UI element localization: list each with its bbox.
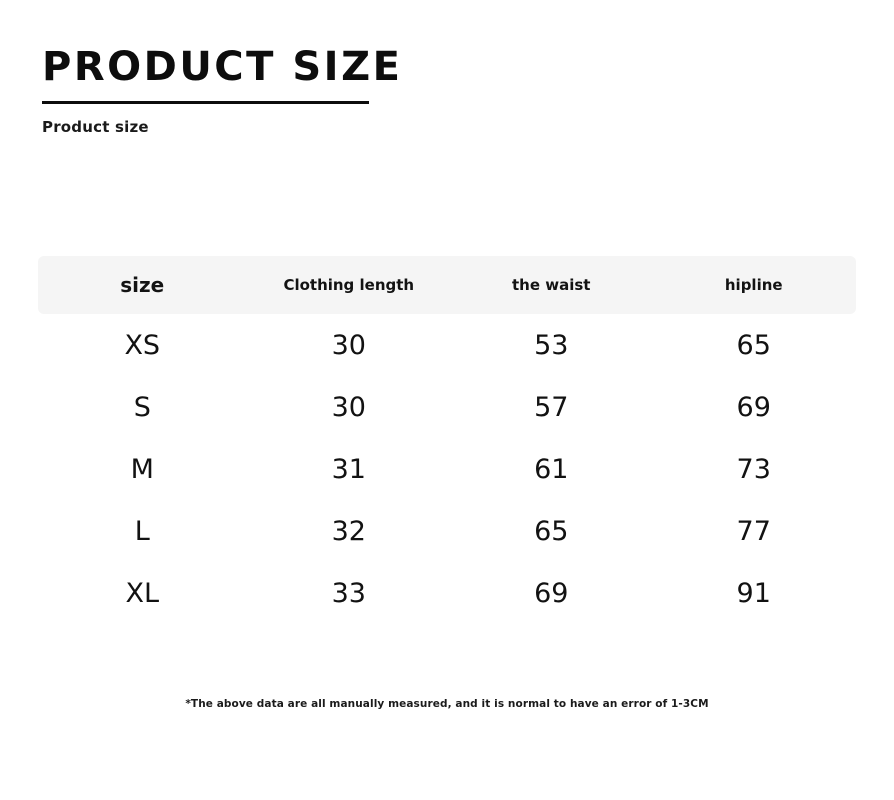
column-header-waist: the waist [451, 256, 651, 314]
header-block [42, 44, 462, 136]
page-title: PRODUCT SIZE [42, 44, 403, 90]
cell-size: S [133, 391, 151, 423]
cell-clothing-length: 30 [331, 329, 366, 361]
table-row [38, 562, 856, 624]
cell-waist: 65 [534, 515, 569, 547]
table-row [38, 438, 856, 500]
table-header-row [38, 256, 856, 314]
cell-waist: 57 [534, 391, 569, 423]
table-row [38, 314, 856, 376]
column-header-size: size [38, 256, 247, 314]
cell-hipline: 65 [736, 329, 771, 361]
cell-clothing-length: 32 [331, 515, 366, 547]
table-header [38, 256, 856, 314]
cell-size: L [134, 515, 150, 547]
cell-hipline: 91 [736, 577, 771, 609]
cell-waist: 69 [534, 577, 569, 609]
cell-size: XL [125, 577, 160, 609]
cell-size: M [130, 453, 154, 485]
table-row [38, 500, 856, 562]
cell-clothing-length: 30 [331, 391, 366, 423]
table-body [38, 314, 856, 624]
table-row [38, 376, 856, 438]
page-subtitle: Product size [42, 118, 149, 136]
cell-clothing-length: 31 [331, 453, 366, 485]
size-chart-table [38, 256, 856, 624]
cell-size: XS [124, 329, 161, 361]
title-underline [42, 101, 369, 104]
size-table-container [38, 256, 856, 624]
cell-clothing-length: 33 [331, 577, 366, 609]
cell-hipline: 73 [736, 453, 771, 485]
cell-hipline: 69 [736, 391, 771, 423]
column-header-hipline: hipline [651, 256, 856, 314]
cell-waist: 61 [534, 453, 569, 485]
measurement-footnote: *The above data are all manually measured, and it is normal to have an error of 1-3CM [185, 698, 709, 710]
cell-hipline: 77 [736, 515, 771, 547]
cell-waist: 53 [534, 329, 569, 361]
column-header-clothing-length: Clothing length [247, 256, 452, 314]
